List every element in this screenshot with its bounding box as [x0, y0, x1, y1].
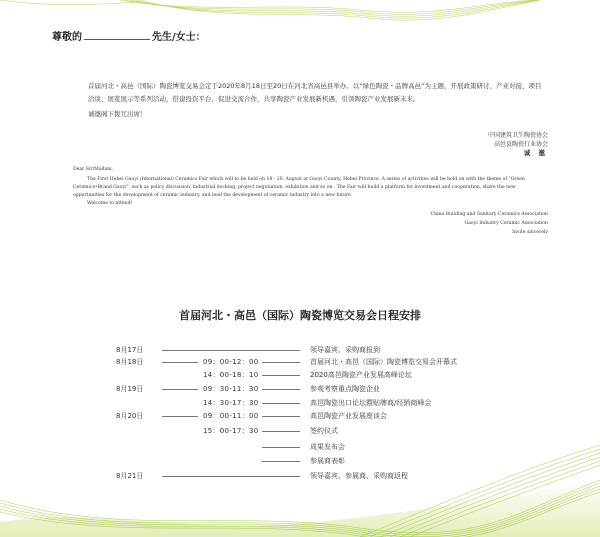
- schedule-event: 参观考察重点陶瓷企业: [310, 385, 380, 393]
- schedule-row: [0, 398, 600, 410]
- schedule-title: 首届河北・高邑（国际）陶瓷博览交易会日程安排: [179, 309, 421, 322]
- schedule-divider: [262, 389, 300, 390]
- schedule-event: 签约仪式: [310, 427, 338, 435]
- schedule-row: [0, 471, 600, 483]
- schedule-event: 成果发布会: [310, 443, 345, 451]
- schedule-time: 14：30-17：30: [203, 399, 259, 407]
- cn-sign-verb: 诚 邀: [523, 149, 548, 157]
- greeting-line: [52, 28, 206, 43]
- greeting-suffix: 先生/女士：: [152, 32, 206, 43]
- schedule-divider: [262, 416, 300, 417]
- en-signatory-1: China Building and Sanitary Ceramics Association: [430, 212, 548, 217]
- schedule-time: 14：00-18：10: [203, 371, 259, 379]
- schedule-event: 高邑陶瓷产业发展座谈会: [310, 412, 387, 420]
- schedule-divider: [262, 447, 300, 448]
- schedule-divider: [162, 476, 300, 477]
- schedule-row: [0, 456, 600, 468]
- greeting-prefix: 尊敬的: [52, 32, 82, 43]
- schedule-row: [0, 411, 600, 423]
- schedule-event: 高邑陶瓷出口论坛暨贴牌商/经销商峰会: [310, 399, 432, 407]
- cn-signatory-2: 高邑县陶瓷行业协会: [493, 141, 548, 148]
- en-salutation: Dear Sir/Madam,: [73, 167, 114, 172]
- schedule-divider: [262, 375, 300, 376]
- cn-invitation-body: 首届河北・高邑（国际）陶瓷博览交易会定于2020年8月18日至20日在河北省高邑县举办。以“绿色陶瓷・品牌高邑”为主题，开展政策研讨、产业对接、项目洽谈、展览展示等系列活动，搭建投资平台，促进交流合作，共享陶瓷产业发展新机遇，引领陶瓷产业发展新未来。: [88, 82, 542, 103]
- schedule-divider: [162, 389, 198, 390]
- schedule-time: 15：00-17：30: [203, 427, 259, 435]
- cn-signatory-1: 中国建筑卫生陶瓷协会: [487, 132, 548, 139]
- en-sign-verb: Invite sincerely: [512, 230, 548, 235]
- top-wave-decoration: [0, 0, 600, 30]
- schedule-row: [0, 426, 600, 438]
- schedule-time: 09：30-11：30: [203, 385, 259, 393]
- schedule-divider: [262, 431, 300, 432]
- schedule-row: [0, 384, 600, 396]
- schedule-date: 8月18日: [116, 358, 144, 366]
- schedule-row: [0, 370, 600, 382]
- schedule-event: 参展商表彰: [310, 457, 345, 465]
- cn-invitation-closing: 诚邀阁下拨冗出席！: [88, 110, 147, 118]
- schedule-event: 领导嘉宾、采购商报到: [310, 346, 380, 354]
- schedule-time: 09：00-12：00: [203, 358, 259, 366]
- schedule-date: 8月21日: [116, 472, 144, 480]
- schedule-time: 09：00-11：00: [203, 412, 259, 420]
- schedule-row: [0, 357, 600, 369]
- schedule-divider: [262, 403, 300, 404]
- schedule-event: 领导嘉宾、参展商、采购商返程: [310, 472, 408, 480]
- name-blank: [84, 30, 150, 40]
- schedule-divider: [262, 461, 300, 462]
- bottom-wave-decoration: [0, 440, 600, 537]
- schedule-divider: [162, 362, 198, 363]
- schedule-date: 8月17日: [116, 346, 144, 354]
- en-invitation-body: The First Hebei Gaoyi (International) Ceramics Fair which will to be held on 18 - 20, August at Gaoyi County, Hebei Province. A series of activities will be hold on with the theme of "Green Ceramics•Brand Gaoyi", such as policy discussion, industrial docking, project negotiation, exhibition and so on . The Fair will build a platform for investment and cooperation, share the new opportunities for the development of ceramic industry, and lead the development of ceramic industry into a new future.: [73, 177, 525, 198]
- schedule-date: 8月19日: [116, 385, 144, 393]
- schedule-event: 2020高邑陶瓷产业发展高峰论坛: [310, 371, 412, 379]
- en-signatory-2: Gaoyi Industry Ceramic Association: [464, 221, 548, 226]
- schedule-event: 首届河北・高邑（国际）陶瓷博览交易会开幕式: [310, 358, 457, 366]
- schedule-row: [0, 442, 600, 454]
- en-invitation-closing: Welcome to attend!: [87, 201, 133, 206]
- schedule-date: 8月20日: [116, 412, 144, 420]
- schedule-divider: [262, 362, 300, 363]
- schedule-row: [0, 345, 600, 357]
- schedule-divider: [162, 350, 300, 351]
- schedule-divider: [162, 416, 198, 417]
